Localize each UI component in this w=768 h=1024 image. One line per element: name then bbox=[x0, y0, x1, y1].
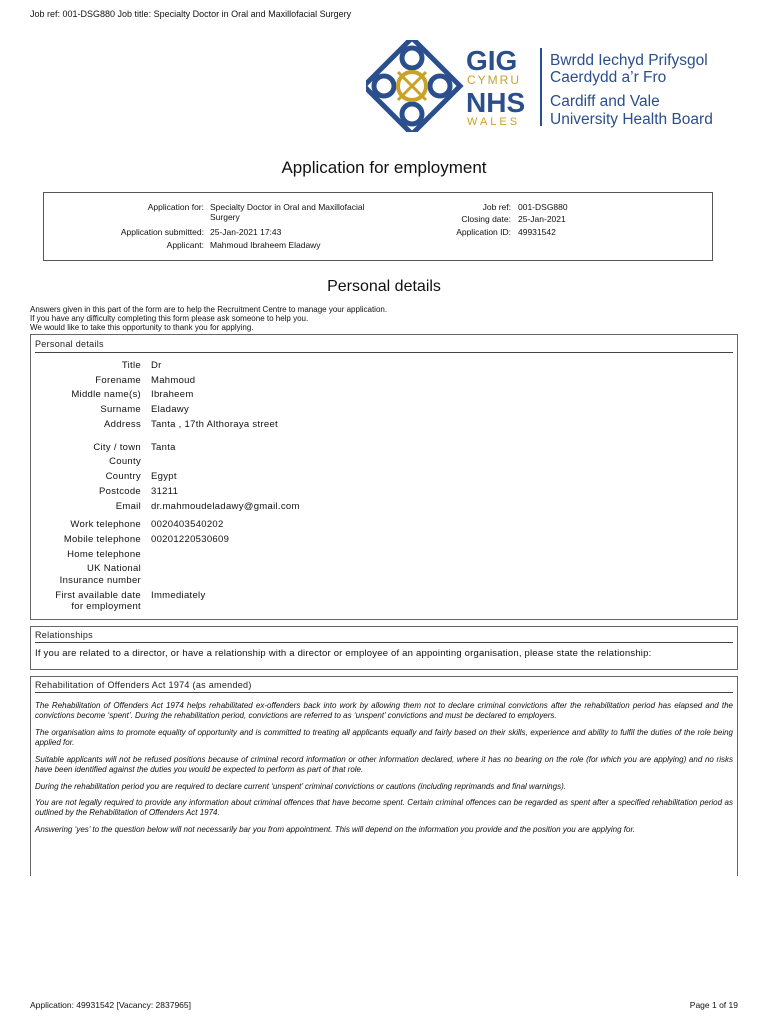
available-date-label: First available date bbox=[55, 590, 141, 601]
rehab-paragraph: Suitable applicants will not be refused positions because of criminal record information or other information declared, where it has no bearing on the role (for which you are applying) and no risks have been identified against the duties you would be expected to perform as part of that role. bbox=[35, 755, 733, 774]
forename-value: Mahmoud bbox=[151, 375, 196, 386]
submitted-label: Application submitted: bbox=[120, 227, 204, 237]
application-summary-box bbox=[43, 192, 713, 261]
city-label: City / town bbox=[93, 442, 141, 453]
celtic-knot-icon bbox=[366, 40, 460, 132]
applicant-value: Mahmoud Ibraheem Eladawy bbox=[210, 240, 321, 250]
personal-details-title: Personal details bbox=[327, 278, 441, 295]
personal-details-heading: Personal details bbox=[35, 339, 104, 349]
application-id-label: Application ID: bbox=[456, 227, 511, 237]
intro-text bbox=[30, 305, 387, 332]
rehab-paragraph: Answering ‘yes’ to the question below will not necessarily bar you from appointment. This will depend on the information you provide and the position you are applying for. bbox=[35, 825, 636, 834]
logo-english-line2: University Health Board bbox=[550, 111, 713, 128]
email-value: dr.mahmoudeladawy@gmail.com bbox=[151, 501, 300, 512]
logo-graphic bbox=[366, 40, 736, 132]
home-telephone-label: Home telephone bbox=[67, 549, 141, 560]
closing-date-value: 25-Jan-2021 bbox=[518, 214, 566, 224]
logo-english-line1: Cardiff and Vale bbox=[550, 93, 660, 110]
logo-divider bbox=[540, 48, 542, 126]
intro-line-1: Answers given in this part of the form are to help the Recruitment Centre to manage your application. bbox=[30, 305, 388, 314]
applicant-label: Applicant: bbox=[166, 240, 204, 250]
closing-date-label: Closing date: bbox=[461, 214, 511, 224]
work-telephone-value: 0020403540202 bbox=[151, 519, 224, 530]
address-label: Address bbox=[104, 419, 141, 430]
rehabilitation-section bbox=[30, 676, 738, 876]
intro-line-2: If you have any difficulty completing this form please ask someone to help you. bbox=[30, 314, 309, 323]
address-value: Tanta , 17th Althoraya street bbox=[151, 419, 278, 430]
logo-nhs: NHS bbox=[466, 87, 526, 118]
ni-number-label-2: Insurance number bbox=[59, 575, 141, 586]
header-job-ref: Job ref: 001-DSG880 Job title: Specialty Doctor in Oral and Maxillofacial Surgery bbox=[30, 9, 352, 19]
submitted-value: 25-Jan-2021 17:43 bbox=[210, 227, 282, 237]
country-label: Country bbox=[105, 471, 141, 482]
logo-wales: WALES bbox=[467, 116, 521, 128]
application-id-value: 49931542 bbox=[518, 227, 556, 237]
footer-page-number: Page 1 of 19 bbox=[689, 1000, 738, 1010]
application-for-value-1: Specialty Doctor in Oral and Maxillofacial bbox=[210, 202, 365, 212]
application-for-value-2: Surgery bbox=[210, 212, 240, 222]
postcode-label: Postcode bbox=[98, 486, 141, 497]
logo-cymru: CYMRU bbox=[467, 73, 521, 87]
mobile-telephone-value: 00201220530609 bbox=[151, 534, 230, 545]
title-value: Dr bbox=[151, 360, 162, 371]
job-ref-label: Job ref: bbox=[482, 202, 511, 212]
middle-name-value: Ibraheem bbox=[151, 389, 194, 400]
rehabilitation-heading: Rehabilitation of Offenders Act 1974 (as amended) bbox=[35, 680, 252, 690]
personal-details-section bbox=[30, 334, 738, 620]
middle-name-label: Middle name(s) bbox=[71, 389, 141, 400]
county-label: County bbox=[109, 456, 141, 467]
rehab-paragraph: The organisation aims to promote equality of opportunity and is committed to treating all applicants equally and fairly based on their skills, experience and ability to fulfil the duties of the role being applied for. bbox=[35, 728, 733, 747]
rehab-paragraph: You are not legally required to provide any information about criminal offences that have become spent. Certain criminal offences can be regarded as spent after a specified rehabilitation period as outlined by the Rehabilitation of Offenders Act 1974. bbox=[35, 798, 733, 817]
relationships-section bbox=[30, 626, 738, 670]
forename-label: Forename bbox=[95, 375, 141, 386]
surname-label: Surname bbox=[100, 404, 141, 415]
title-label: Title bbox=[121, 360, 141, 371]
section-divider bbox=[35, 692, 733, 693]
application-for-label: Application for: bbox=[147, 202, 204, 212]
footer-application-ref: Application: 49931542 [Vacancy: 2837965] bbox=[30, 1000, 191, 1010]
postcode-value: 31211 bbox=[151, 486, 179, 497]
available-date-value: Immediately bbox=[151, 590, 206, 601]
rehab-paragraph: During the rehabilitation period you are required to declare current ‘unspent’ criminal convictions or cautions (including reprimands and final warnings). bbox=[35, 782, 566, 791]
available-date-label-2: for employment bbox=[71, 601, 141, 612]
surname-value: Eladawy bbox=[151, 404, 190, 415]
logo-welsh-line1: Bwrdd Iechyd Prifysgol bbox=[550, 52, 708, 69]
nhs-wales-logo bbox=[366, 40, 736, 132]
work-telephone-label: Work telephone bbox=[70, 519, 141, 530]
logo-welsh-line2: Caerdydd a’r Fro bbox=[550, 69, 667, 86]
rehab-paragraph: The Rehabilitation of Offenders Act 1974 helps rehabilitated ex-offenders back into work by allowing them not to declare criminal convictions after the rehabilitation period has elapsed and the convictions become ‘spent’. During the rehabilitation period, convictions are referred to as ‘unspent’ convictions and must be declared to employers. bbox=[35, 701, 733, 720]
mobile-telephone-label: Mobile telephone bbox=[63, 534, 141, 545]
page-title: Application for employment bbox=[281, 158, 487, 177]
job-ref-value: 001-DSG880 bbox=[518, 202, 568, 212]
section-divider bbox=[35, 642, 733, 643]
country-value: Egypt bbox=[151, 471, 177, 482]
intro-line-3: We would like to take this opportunity to thank you for applying. bbox=[30, 323, 254, 332]
relationships-heading: Relationships bbox=[35, 630, 93, 640]
logo-gig: GIG bbox=[466, 45, 518, 76]
section-divider bbox=[35, 352, 733, 353]
relationships-question: If you are related to a director, or have a relationship with a director or employee of an appointing organisation, please state the relationship: bbox=[35, 648, 652, 659]
city-value: Tanta bbox=[151, 442, 176, 453]
email-label: Email bbox=[115, 501, 141, 512]
ni-number-label: UK National bbox=[87, 563, 141, 574]
